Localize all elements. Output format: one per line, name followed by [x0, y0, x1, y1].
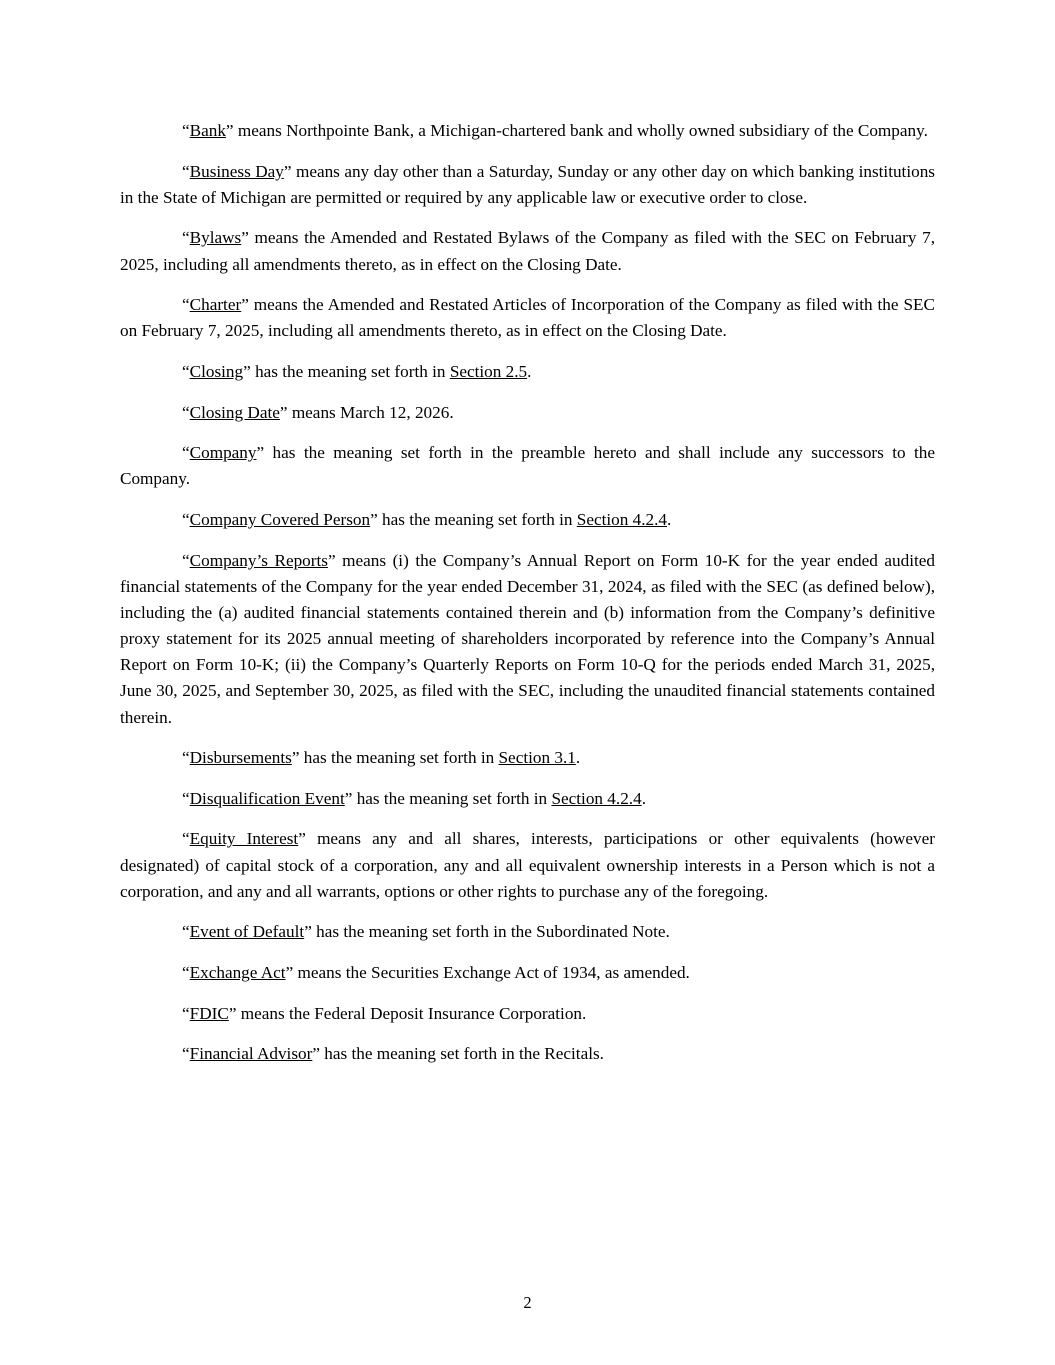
- quote-open: “: [182, 510, 190, 530]
- definition-text: has the meaning set forth in the preamble hereto and shall include any successors to the Company.: [120, 443, 935, 489]
- definition-paragraph: [120, 359, 935, 385]
- defined-term: Charter: [189, 295, 242, 315]
- definition-paragraph: [120, 507, 935, 533]
- quote-close: ”: [327, 550, 336, 570]
- quote-close: ”: [283, 161, 292, 181]
- defined-term: Company’s Reports: [189, 550, 328, 570]
- definition-text-tail: .: [575, 748, 581, 768]
- definition-text-tail: .: [527, 361, 532, 381]
- definition-paragraph: [120, 1001, 935, 1027]
- defined-term: Disqualification Event: [189, 788, 345, 808]
- quote-close: ”: [298, 829, 306, 849]
- quote-close: ”: [228, 1003, 237, 1023]
- defined-term: Bylaws: [189, 228, 242, 248]
- definition-paragraph: [120, 292, 935, 344]
- definition-text: has the meaning set forth in: [377, 510, 577, 530]
- definition-text: means Northpointe Bank, a Michigan-chartered bank and wholly owned subsidiary of the Company.: [233, 121, 928, 140]
- quote-open: “: [182, 788, 190, 808]
- definition-paragraph: [120, 919, 935, 945]
- definition-text-tail: .: [667, 510, 672, 530]
- definition-paragraph: [120, 1041, 935, 1067]
- definition-paragraph: [120, 118, 935, 144]
- definition-text: means March 12, 2026.: [287, 402, 454, 422]
- defined-term: Financial Advisor: [189, 1044, 313, 1064]
- definition-paragraph: [120, 786, 935, 812]
- definition-paragraph: [120, 826, 935, 904]
- definition-text: has the meaning set forth in the Subordinated Note.: [311, 922, 670, 942]
- quote-open: “: [182, 443, 190, 463]
- definition-text: has the meaning set forth in: [352, 788, 552, 808]
- defined-term: Closing: [189, 361, 244, 381]
- defined-term: FDIC: [189, 1003, 229, 1023]
- definition-text: means the Amended and Restated Bylaws of the Company as filed with the SEC on February 7, 2025, including all amendments thereto, as in effect on the Closing Date.: [120, 228, 935, 274]
- definition-paragraph: [120, 548, 935, 731]
- definition-text: has the meaning set forth in: [250, 361, 450, 381]
- quote-close: ”: [312, 1044, 320, 1064]
- quote-open: “: [182, 922, 190, 942]
- page-number: 2: [523, 1293, 532, 1312]
- definition-text-tail: .: [641, 788, 646, 808]
- quote-open: “: [182, 228, 190, 248]
- quote-open: “: [182, 295, 190, 315]
- quote-close: ”: [279, 402, 288, 422]
- defined-term: Bank: [189, 121, 226, 140]
- quote-open: “: [182, 121, 190, 140]
- defined-term: Business Day: [189, 161, 284, 181]
- quote-open: “: [182, 963, 190, 983]
- definition-text: has the meaning set forth in: [299, 748, 499, 768]
- defined-term: Closing Date: [189, 402, 280, 422]
- quote-close: ”: [285, 963, 294, 983]
- definition-paragraph: [120, 745, 935, 771]
- defined-term: Disbursements: [189, 748, 292, 768]
- quote-open: “: [182, 1044, 190, 1064]
- definition-paragraph: [120, 159, 935, 211]
- quote-open: “: [182, 402, 190, 422]
- quote-close: ”: [241, 295, 249, 315]
- defined-term: Company Covered Person: [189, 510, 371, 530]
- quote-open: “: [182, 1003, 190, 1023]
- definition-text: means the Securities Exchange Act of 1934, as amended.: [293, 963, 690, 983]
- defined-term: Event of Default: [189, 922, 305, 942]
- section-reference[interactable]: Section 2.5: [449, 361, 528, 381]
- quote-close: ”: [243, 361, 251, 381]
- quote-close: ”: [241, 228, 249, 248]
- quote-open: “: [182, 829, 190, 849]
- quote-open: “: [182, 748, 190, 768]
- definition-text: means (i) the Company’s Annual Report on Form 10-K for the year ended audited financial statements of the Company for the year ended December 31, 2024, as filed with the SEC (as defined below), including the (a) audited financial statements contained therein and (b) information from the Company’s definitive proxy statement for its 2025 annual meeting of shareholders incorporated by reference into the Company’s Annual Report on Form 10-K; (ii) the Company’s Quarterly Reports on Form 10-Q for the periods ended March 31, 2025, June 30, 2025, and September 30, 2025, as filed with the SEC, including the unaudited financial statements contained therein.: [120, 550, 935, 727]
- quote-close: ”: [304, 922, 312, 942]
- quote-close: ”: [225, 121, 234, 140]
- definition-paragraph: [120, 960, 935, 986]
- quote-close: ”: [344, 788, 353, 808]
- definitions-section: [120, 118, 935, 1067]
- defined-term: Equity Interest: [189, 829, 299, 849]
- defined-term: Company: [189, 443, 257, 463]
- definition-text: means the Federal Deposit Insurance Corporation.: [236, 1003, 587, 1023]
- quote-close: ”: [256, 443, 265, 463]
- quote-open: “: [182, 361, 190, 381]
- definition-text: means any and all shares, interests, participations or other equivalents (however designated) of capital stock of a corporation, any and all equivalent ownership interests in a Person which is not a corporation, and any and all warrants, options or other rights to purchase any of the foregoing.: [120, 829, 935, 901]
- definition-paragraph: [120, 400, 935, 426]
- definition-paragraph: [120, 225, 935, 277]
- defined-term: Exchange Act: [189, 963, 286, 983]
- definition-text: means any day other than a Saturday, Sunday or any other day on which banking institutions in the State of Michigan are permitted or required by any applicable law or executive order to close.: [120, 161, 935, 207]
- definition-paragraph: [120, 440, 935, 492]
- section-reference[interactable]: Section 4.2.4: [576, 510, 668, 530]
- section-reference[interactable]: Section 3.1: [498, 748, 576, 768]
- quote-close: ”: [291, 748, 300, 768]
- quote-close: ”: [370, 510, 378, 530]
- definition-text: has the meaning set forth in the Recitals.: [319, 1044, 604, 1064]
- quote-open: “: [182, 161, 190, 181]
- quote-open: “: [182, 550, 190, 570]
- section-reference[interactable]: Section 4.2.4: [551, 788, 642, 808]
- definition-text: means the Amended and Restated Articles of Incorporation of the Company as filed with the SEC on February 7, 2025, including all amendments thereto, as in effect on the Closing Date.: [120, 295, 935, 341]
